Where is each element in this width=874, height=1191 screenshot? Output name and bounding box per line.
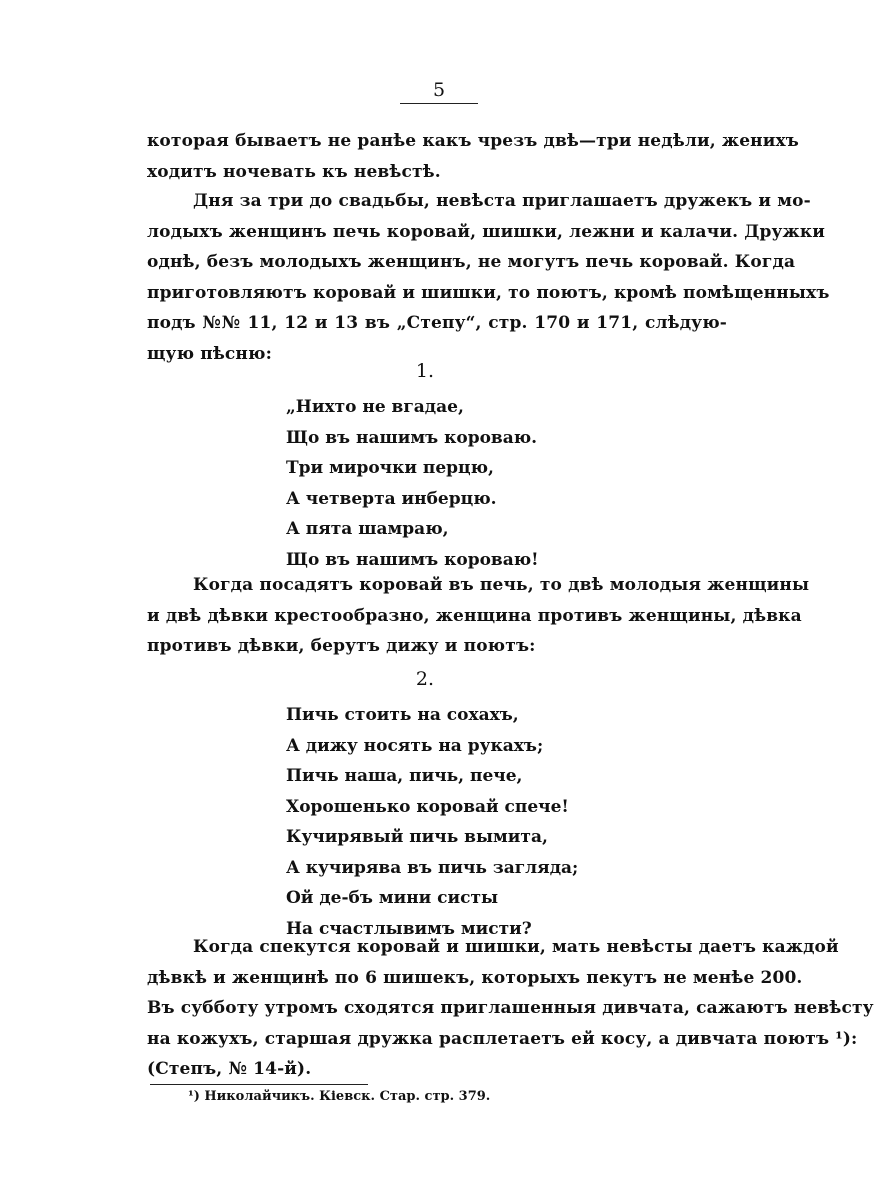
song-verse bbox=[286, 392, 616, 575]
verse-line: На счастлывимъ мисти? bbox=[286, 918, 532, 939]
text-line: ходитъ ночевать къ невѣстѣ. bbox=[147, 161, 441, 182]
verse-line: Хорошенько коровай спече! bbox=[286, 796, 569, 817]
text-line: дѣвкѣ и женщинѣ по 6 шишекъ, которыхъ пекутъ не менѣе 200. bbox=[147, 967, 803, 988]
verse-line: Пичь наша, пичь, пече, bbox=[286, 766, 523, 786]
verse-line: А четверта инберцю. bbox=[286, 488, 497, 509]
paragraph-continuation bbox=[147, 126, 800, 187]
verse-line: Пичь стоить на сохахъ, bbox=[286, 705, 519, 725]
verse-line: Що въ нашимъ короваю! bbox=[286, 549, 539, 570]
footnote: ¹) Николайчикъ. Кіевск. Стар. стр. 379. bbox=[188, 1089, 491, 1104]
text-line: однѣ, безъ молодыхъ женщинъ, не могутъ печь коровай. Когда bbox=[147, 252, 796, 272]
song-number: 2. bbox=[415, 668, 435, 690]
paragraph-baking-done bbox=[147, 932, 874, 1085]
text-line: Въ субботу утромъ сходятся приглашенныя дивчата, сажаютъ невѣсту bbox=[147, 998, 874, 1018]
text-line: Дня за три до свадьбы, невѣста приглашаетъ дружекъ и мо- bbox=[193, 191, 811, 211]
text-line: на кожухъ, старшая дружка расплетаетъ ей косу, а дивчата поютъ ¹): bbox=[147, 1028, 858, 1049]
text-line: (Степъ, № 14-й). bbox=[147, 1059, 312, 1079]
text-line: приготовляютъ коровай и шишки, то поютъ, кромѣ помѣщенныхъ bbox=[147, 282, 830, 303]
footnote-rule bbox=[150, 1084, 368, 1085]
paragraph-wedding-preparation bbox=[147, 186, 830, 369]
text-line: подъ №№ 11, 12 и 13 въ „Степу“, стр. 170 и 171, слѣдую- bbox=[147, 313, 727, 333]
verse-line: Що въ нашимъ короваю. bbox=[286, 427, 538, 448]
text-line: и двѣ дѣвки крестообразно, женщина противъ женщины, дѣвка bbox=[147, 605, 802, 626]
song-verse bbox=[286, 700, 616, 944]
text-line: лодыхъ женщинъ печь коровай, шишки, лежни и калачи. Дружки bbox=[147, 221, 826, 242]
page-number-rule bbox=[400, 103, 478, 104]
text-line: противъ дѣвки, берутъ дижу и поютъ: bbox=[147, 636, 536, 656]
verse-line: Ой де-бъ мини систы bbox=[286, 888, 499, 908]
verse-line: А дижу носять на рукахъ; bbox=[286, 735, 544, 756]
song-number: 1. bbox=[415, 360, 435, 382]
text-line: Когда посадятъ коровай въ печь, то двѣ молодыя женщины bbox=[193, 575, 810, 595]
verse-line: А пята шамраю, bbox=[286, 519, 449, 539]
text-line: щую пѣсню: bbox=[147, 343, 273, 364]
text-line: которая бываетъ не ранѣе какъ чрезъ двѣ—три недѣли, женихъ bbox=[147, 131, 800, 151]
page-number: 5 bbox=[432, 79, 446, 101]
paragraph-oven bbox=[147, 570, 810, 662]
verse-line: Кучирявый пичь вымита, bbox=[286, 827, 548, 847]
verse-line: „Нихто не вгадае, bbox=[286, 397, 464, 417]
verse-line: Три мирочки перцю, bbox=[286, 458, 494, 478]
text-line: Когда спекутся коровай и шишки, мать невѣсты даетъ каждой bbox=[193, 937, 839, 957]
verse-line: А кучирява въ пичь загляда; bbox=[286, 857, 579, 878]
